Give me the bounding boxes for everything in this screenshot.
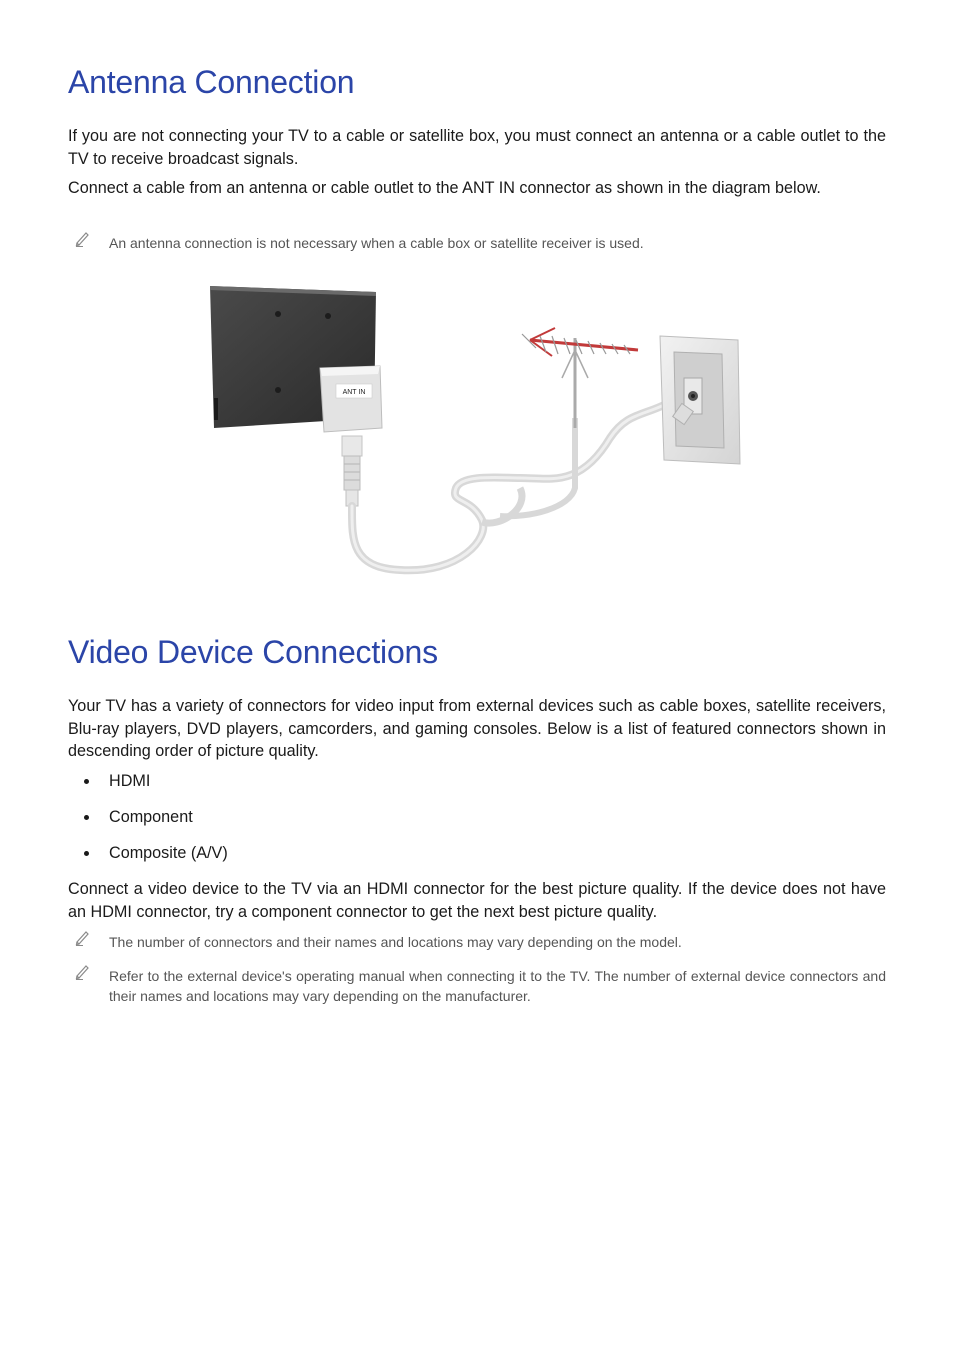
video-note-2-text: Refer to the external device's operating manual when connecting it to the TV. The number of external device connectors and their names and locations may vary depending on the manufacturer.: [109, 968, 886, 1004]
antenna: [522, 328, 638, 428]
antenna-connection-diagram: [200, 278, 760, 578]
video-note-1-text: The number of connectors and their names and locations may vary depending on the model.: [109, 934, 682, 950]
pencil-icon: [74, 229, 92, 247]
antenna-note-text: An antenna connection is not necessary when a cable box or satellite receiver is used.: [109, 235, 644, 251]
coax-plug: [342, 436, 362, 506]
bullet-icon: [84, 851, 89, 856]
video-paragraph-1: Your TV has a variety of connectors for video input from external devices such as cable boxes, satellite receivers, Blu-ray players, DVD players, camcorders, and gaming consoles. Below is a list of featured connectors shown in descending order of picture quality.: [68, 697, 886, 760]
coax-cable: [352, 394, 682, 570]
pencil-icon: [74, 928, 92, 946]
section-title-video: Video Device Connections: [68, 634, 438, 670]
wall-outlet: [660, 336, 740, 464]
list-item: Component: [68, 806, 228, 842]
antenna-paragraph-2: Connect a cable from an antenna or cable outlet to the ANT IN connector as shown in the diagram below.: [68, 179, 821, 197]
video-paragraph-2: Connect a video device to the TV via an HDMI connector for the best picture quality. If the device does not have an HDMI connector, try a component connector to get the next best picture quality.: [68, 880, 886, 921]
antenna-note: [68, 233, 886, 253]
ant-in-connector: [320, 366, 382, 432]
video-note-1: [68, 932, 886, 952]
ant-in-label: ANT IN: [342, 389, 366, 396]
bullet-icon: [84, 779, 89, 784]
bullet-icon: [84, 815, 89, 820]
list-item: Composite (A/V): [68, 842, 228, 878]
connector-list: [68, 770, 228, 878]
list-item: HDMI: [68, 770, 228, 806]
video-note-2: [68, 966, 886, 1006]
antenna-paragraph-1: If you are not connecting your TV to a cable or satellite box, you must connect an antenna or a cable outlet to the TV to receive broadcast signals.: [68, 127, 886, 168]
pencil-icon: [74, 962, 92, 980]
section-title-antenna: Antenna Connection: [68, 64, 355, 100]
